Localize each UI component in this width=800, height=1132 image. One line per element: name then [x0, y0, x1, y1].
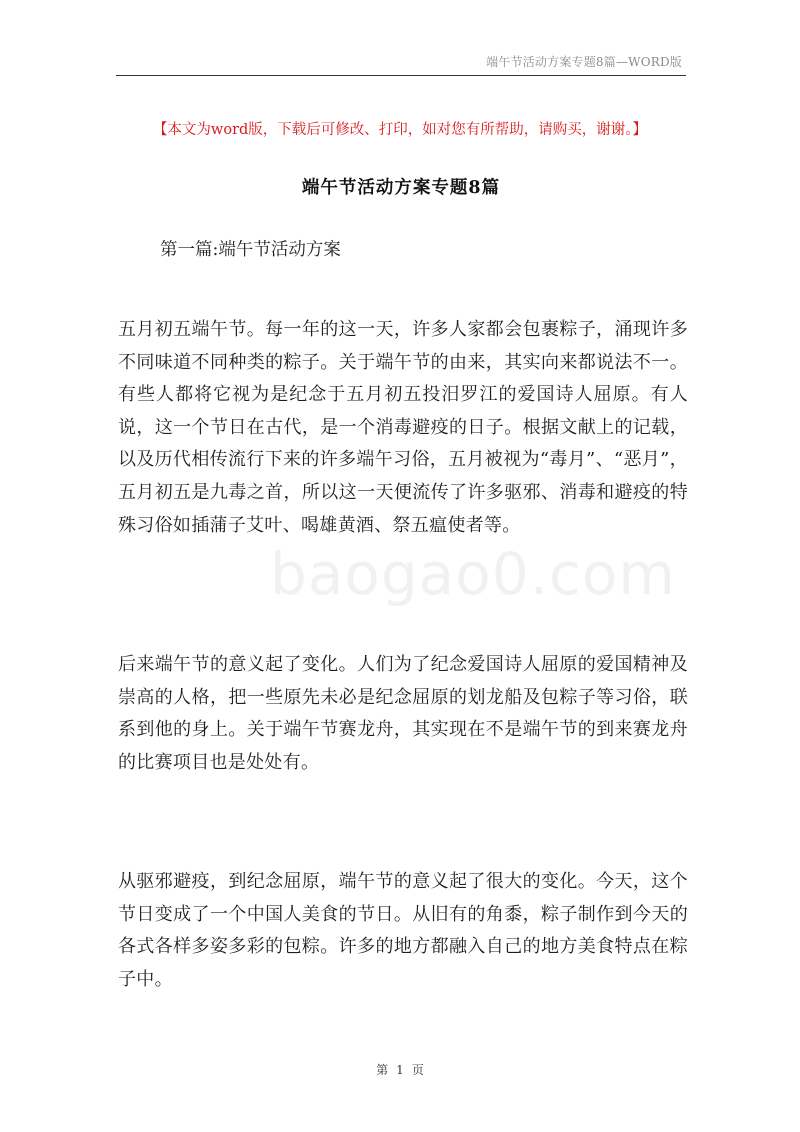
- footer-prefix: 第: [376, 1063, 389, 1077]
- header-divider: [116, 75, 686, 76]
- watermark: baogao0.com: [270, 540, 676, 608]
- page-footer: [0, 1061, 800, 1078]
- body-paragraph-3: 从驱邪避疫，到纪念屈原，端午节的意义起了很大的变化。今天，这个节日变成了一个中国人美食的节日。从旧有的角黍，粽子制作到今天的各式各样多姿多彩的包粽。许多的地方都融入自己的地方美食特点在粽子中。: [118, 871, 688, 990]
- page-number: 1: [396, 1063, 404, 1077]
- body-paragraph-2: 后来端午节的意义起了变化。人们为了纪念爱国诗人屈原的爱国精神及崇高的人格，把一些原先未必是纪念屈原的划龙船及包粽子等习俗，联系到他的身上。关于端午节赛龙舟，其实现在不是端午节的到来赛龙舟的比赛项目也是处处有。: [118, 654, 688, 773]
- section-heading: 第一篇:端午节活动方案: [160, 240, 341, 260]
- document-title: 端午节活动方案专题8篇: [301, 178, 501, 198]
- body-paragraph-1: 五月初五端午节。每一年的这一天，许多人家都会包裹粽子，涌现许多不同味道不同种类的粽子。关于端午节的由来，其实向来都说法不一。有些人都将它视为是纪念于五月初五投汨罗江的爱国诗人屈原。有人说，这一个节日在古代，是一个消毒避疫的日子。根据文献上的记载，以及历代相传流行下来的许多端午习俗，五月被视为“毒月”、“恶月”，五月初五是九毒之首，所以这一天便流传了许多驱邪、消毒和避疫的特殊习俗如插蒲子艾叶、喝雄黄酒、祭五瘟使者等。: [118, 319, 688, 536]
- running-header: 端午节活动方案专题8篇—WORD版: [486, 55, 682, 69]
- purchase-notice: 【本文为word版，下载后可修改、打印，如对您有所帮助，请购买，谢谢。】: [152, 122, 648, 138]
- footer-suffix: 页: [411, 1063, 424, 1077]
